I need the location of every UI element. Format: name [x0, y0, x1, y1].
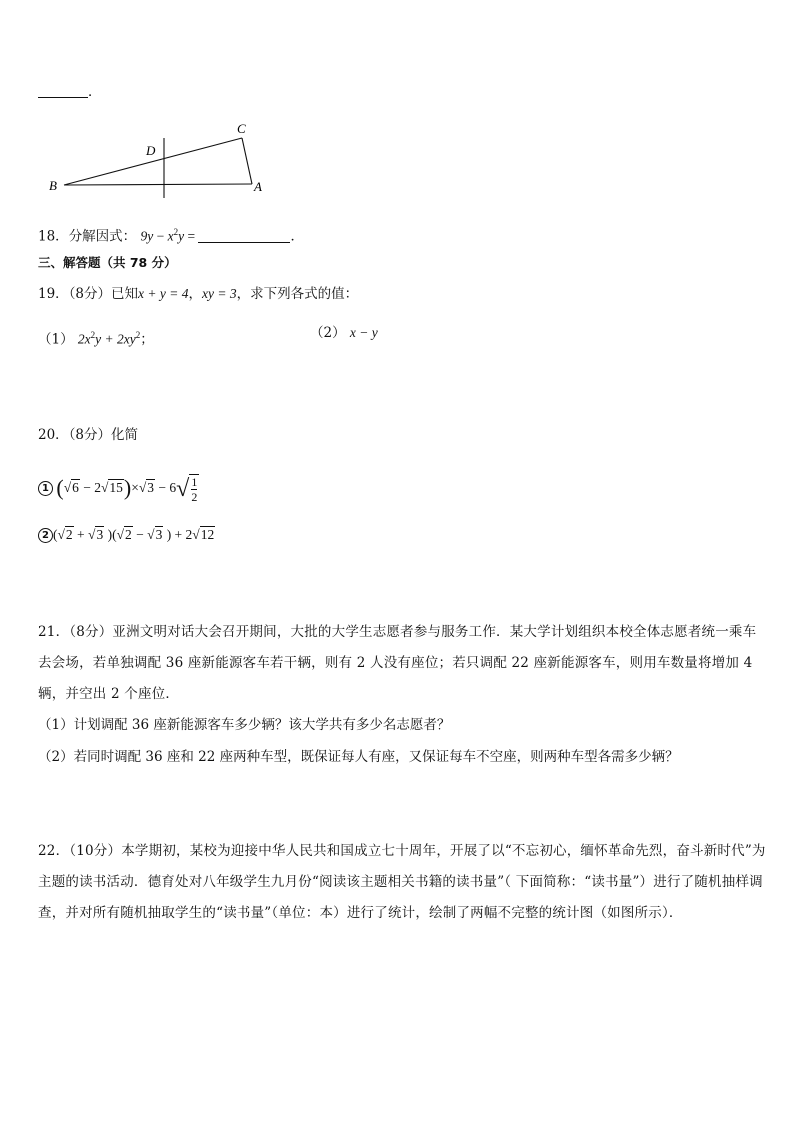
- q21-body: 亚洲文明对话大会召开期间，大批的大学生志愿者参与服务工作．某大学计划组织本校全体志愿者统一乘车去会场，若单独调配 36 座新能源客车若干辆，则有 2 人没有座位；若只调配 22 座新能源客车，则用车数量将增加 4 辆，并空出 2 个座位．: [38, 624, 757, 702]
- q19-part1: [38, 325, 154, 350]
- q18-eq: =: [184, 228, 199, 244]
- q20-expression-2: [38, 522, 215, 548]
- sqrt-symbol: √: [116, 527, 125, 542]
- sqrt-symbol: √: [57, 527, 65, 542]
- q19-p1-label: （1）: [38, 331, 74, 348]
- label-c: C: [237, 121, 246, 136]
- q20-e2-tail: ) + 2: [163, 527, 193, 542]
- q19-p1-b: y + 2xy: [95, 331, 136, 347]
- q20-e2-mid: )(: [104, 527, 117, 542]
- section-title: 三、解答题（共 78 分）: [38, 255, 177, 270]
- q19-number: 19．: [38, 286, 69, 302]
- sqrt-symbol: √: [101, 480, 109, 495]
- q18-number: 18．: [38, 228, 69, 245]
- fraction-denominator: 2: [191, 489, 198, 504]
- label-d: D: [146, 143, 156, 158]
- segment-ca: [242, 138, 252, 184]
- label-b: B: [49, 178, 57, 193]
- q19-p1-a-exp: 2: [90, 330, 96, 340]
- q19-p1-b-exp: 2: [135, 330, 141, 340]
- q19-score: （8分）: [68, 286, 112, 302]
- q20-e2-d: 3: [155, 527, 163, 542]
- q18-exp: 2: [173, 227, 179, 237]
- q18-tail: ．: [290, 228, 304, 245]
- q20-e2-minus: −: [132, 527, 148, 542]
- q20-e1-minus: − 2: [79, 480, 101, 495]
- q19-lead: 已知: [111, 286, 139, 302]
- q19-part2: [310, 323, 378, 343]
- left-paren: (: [53, 527, 58, 542]
- q21-part2: （2）若同时调配 36 座和 22 座两种车型，既保证每人有座，又保证每车不空座，则两种车型各需多少辆？: [38, 749, 679, 765]
- sqrt-symbol: √: [63, 480, 72, 495]
- question-19: [38, 284, 358, 304]
- q17-answer-line: [38, 82, 102, 102]
- q19-cond2: xy = 3: [202, 286, 237, 301]
- q20-score: （8分）: [68, 427, 112, 443]
- q20-e1-minus2: − 6: [155, 480, 177, 495]
- segment-ba: [64, 184, 252, 185]
- q17-figure: [40, 118, 280, 198]
- circled-number-2: 2: [38, 528, 53, 543]
- q20-number: 20．: [38, 427, 69, 443]
- sqrt-symbol: √: [192, 527, 200, 542]
- q19-p1-a: 2x: [77, 331, 91, 347]
- question-20: [38, 425, 138, 445]
- label-a: A: [254, 179, 262, 194]
- q20-e2-c: 2: [125, 527, 132, 542]
- q20-expression-1: [38, 468, 199, 508]
- circled-number-1: 1: [38, 481, 53, 496]
- q20-e2-a: 2: [65, 527, 73, 542]
- q20-e1-times: ×: [131, 480, 139, 495]
- q21-part1: （1）计划调配 36 座新能源客车多少辆？该大学共有多少名志愿者？: [38, 717, 451, 733]
- q20-text: 化简: [111, 427, 139, 443]
- q22-body: 本学期初，某校为迎接中华人民共和国成立七十周年，开展了以“不忘初心，缅怀革命先烈，奋斗新时代”为主题的读书活动．德育处对八年级学生九月份“阅读该主题相关书籍的读书量”（ 下面简称：“读书量”）进行了随机抽样调查，并对所有随机抽取学生的“读书量”（单位：本）进行了统计，绘制了两幅不完整的统计图（如图所示）．: [38, 843, 766, 921]
- fraction-numerator: 1: [191, 474, 198, 489]
- q18-minus: −: [153, 228, 168, 244]
- q22-score: （10分）: [69, 843, 122, 859]
- question-22: [38, 836, 768, 929]
- left-paren: (: [56, 475, 64, 500]
- q19-cond1: x + y = 4: [138, 286, 189, 301]
- q18-expr-b-tail: y: [178, 228, 185, 244]
- q21-number: 21．: [38, 624, 70, 640]
- q20-e1-fraction: [189, 474, 199, 504]
- q18-expr-a: 9y: [140, 228, 154, 244]
- right-paren: ): [123, 475, 132, 500]
- q18-text: 分解因式：: [68, 228, 137, 245]
- sqrt-symbol: √: [147, 527, 155, 542]
- q19-p2-expr: x − y: [349, 325, 378, 340]
- q20-e2-e: 12: [200, 527, 215, 542]
- sqrt-symbol: √: [88, 527, 96, 542]
- q21-score: （8分）: [69, 624, 113, 640]
- q19-ask: ，求下列各式的值：: [236, 286, 359, 302]
- q19-p2-label: （2）: [310, 325, 346, 341]
- answer-blank: [198, 228, 290, 243]
- q20-e2-b: 3: [96, 527, 104, 542]
- answer-blank: [38, 83, 88, 98]
- sqrt-symbol: √: [138, 480, 147, 495]
- q20-e2-plus: +: [73, 527, 89, 542]
- q19-p1-tail: ；: [140, 331, 154, 348]
- q20-e1-a: 6: [72, 480, 79, 495]
- q17-tail: ．: [88, 84, 102, 100]
- q20-e1-b: 15: [109, 480, 123, 495]
- q22-number: 22．: [38, 843, 70, 859]
- question-18: [38, 222, 304, 247]
- question-21: [38, 617, 768, 710]
- q20-e1-c: 3: [147, 480, 155, 495]
- sqrt-symbol: √: [176, 476, 190, 502]
- q19-comma: ，: [188, 286, 202, 302]
- q18-expr-b: x: [167, 228, 174, 244]
